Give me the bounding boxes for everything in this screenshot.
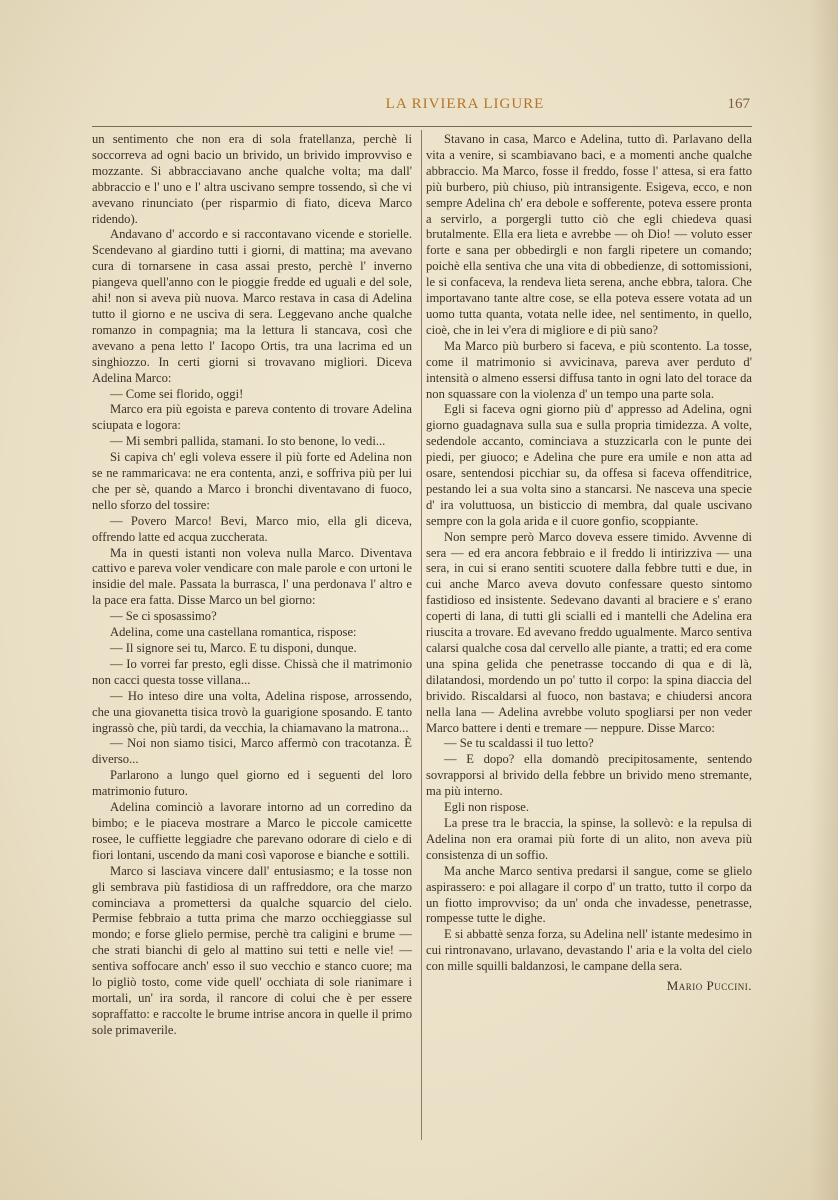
paragraph: — Il signore sei tu, Marco. E tu disponi, dunque. <box>110 641 357 655</box>
paragraph: — Ho inteso dire una volta, Adelina rispose, arrossendo, che una giovanetta tisica trovò la guarigione sposando. E tanto ingrassò che, più tardi, da vecchia, la chiamavano la matrona... <box>92 688 412 735</box>
paragraph: — Io vorrei far presto, egli disse. Chissà che il matrimonio non cacci questa tosse villana... <box>92 656 412 687</box>
column-divider <box>421 130 422 1140</box>
paragraph: Marco era più egoista e pareva contento di trovare Adelina sciupata e logora: <box>92 402 412 433</box>
paragraph: — Se tu scaldassi il tuo letto? <box>444 736 594 751</box>
right-column <box>426 132 752 994</box>
paragraph: un sentimento che non era di sola fratellanza, perchè li soccorreva ad ogni bacio un brivido, un brivido improvviso e mozzante. Si abbracciavano anche qualche volta; ma dall' abbraccio e l' uno e l' altra uscivano sempre tossendo, sì che vi avevano rinunciato (per risparmio di fiato, diceva Marco ridendo). <box>92 132 412 226</box>
paragraph: — Povero Marco! Bevi, Marco mio, ella gli diceva, offrendo latte ed acqua zuccherata. <box>92 513 412 544</box>
paragraph: Egli si faceva ogni giorno più d' appresso ad Adelina, ogni giorno guadagnava sulla sua e sulla propria timidezza. A volte, sedendole accanto, cominciava a stuzzicarla con le punte dei piedi, per giuoco; e Adelina che pure era umile e non atta ad osare, sentendosi picchiar su, da offesa si faceva offenditrice, pestando lei a sua volta sino a stancarsi. Ne nasceva una specie d' ira voluttuosa, un bisticcio di membra, dal quale uscivano sempre con la gola arida e il cuore gonfio, scoppiante. <box>426 402 752 528</box>
left-column <box>92 132 412 1039</box>
paragraph: E si abbattè senza forza, su Adelina nell' istante medesimo in cui rintronavano, urlavano, devastando l' aria e la volta del cielo con mille squilli baldanzosi, le campane della sera. <box>426 927 752 974</box>
paragraph: Non sempre però Marco doveva essere timido. Avvenne di sera — ed era ancora febbraio e il freddo li intirizziva — una sera, in cui si erano sentiti scuotere dalla febbre tutti e due, in cui anche Marco aveva dovuto confessare questo sintomo fastidioso ed insistente. Sedevano davanti al braciere e s' erano coperti di lana, di tutti gli scialli ed i mantelli che Adelina era riuscita a trovare. Ed avevano freddo ugualmente. Marco sentiva calarsi qualche cosa dal cervello alle piante, a tratti; ed era come una spina gelida che penetrasse toccando di qua e di là, dilatandosi, mordendo un po' tutto il corpo: la spina diaccia del brivido. Riscaldarsi al fuoco, non bastava; e chiudersi ancora nella lana — Adelina avrebbe voluto spogliarsi per non veder Marco battere i denti e tremare — neppure. Disse Marco: <box>426 529 752 735</box>
paragraph: Ma anche Marco sentiva predarsi il sangue, come se glielo aspirassero: e poi allagare il corpo d' un tratto, tutto il corpo da un fiotto improvviso; da un' onda che invadesse, penetrasse, rompesse tutte le dighe. <box>426 863 752 926</box>
paragraph: Marco si lasciava vincere dall' entusiasmo; e la tosse non gli sembrava più fastidiosa di un raffreddore, ora che marzo cominciava a promettersi da qualche squarcio del cielo. Permise febbraio a tutta prima che marzo occhieggiasse sul mondo; e forse glielo permise, perchè tra caligini e brume — che strati bianchi di gelo al mattino sui tetti e nelle vie! — sentiva soffocare anch' esso il suo vecchio e stanco cuore; ma lo pigliò tosto, come vide quell' occhiata di sole rianimare i mortali, un' ira sorda, il rancore di colui che è per essere sopraffatto: e raccolte le brume intrise ancora in quelle il primo sole primaverile. <box>92 863 412 1037</box>
paragraph: Adelina, come una castellana romantica, rispose: <box>110 625 357 640</box>
paragraph: — Come sei florido, oggi! <box>110 386 244 401</box>
page-edge-shadow <box>810 0 838 1200</box>
header-rule <box>92 126 752 127</box>
paragraph: Adelina cominciò a lavorare intorno ad un corredino da bimbo; e le piaceva mostrare a Marco le piccole camicette rosee, le cuffiette leggiadre che parevano odorare di cielo e di fiori lontani, uscendo da mani così vaporose e bianche e sottili. <box>92 800 412 862</box>
paragraph: Stavano in casa, Marco e Adelina, tutto dì. Parlavano della vita a venire, si scambiavano baci, e a momenti anche qualche abbraccio. Ma Marco, fosse il freddo, fosse l' attesa, si era fatto più burbero, più chiuso, più intransigente. Esigeva, ecco, e non sempre Adelina ch' era debole e sofferente, poteva essere pronta a servirlo, a porgergli tutto ciò che egli chiedeva quasi brutalmente. Ella era lieta e avrebbe — oh Dio! — voluto esser forte e sana per obbedirgli e non fargli ripetere un comando; poichè ella sentiva che una vita di obbedienze, di sottomissioni, le si confaceva, la rendeva lieta serena, anche ebbra, talora. Che importavano tante altre cose, se ella poteva essere votata ad un uomo tutta quanta, votata nelle idee, nel sentimento, in quello, cioè, che in lei v'era di migliore e di più sano? <box>426 132 752 337</box>
paragraph: Si capiva ch' egli voleva essere il più forte ed Adelina non se ne rammaricava: ne era contenta, anzi, e soffriva più per lui che per sè, quando a Marco i bronchi diventavano di fuoco, nello sforzo del tossire: <box>92 450 412 512</box>
paragraph: Egli non rispose. <box>444 800 530 815</box>
paragraph: Parlarono a lungo quel giorno ed i seguenti del loro matrimonio futuro. <box>92 768 412 799</box>
paragraph: Ma in questi istanti non voleva nulla Marco. Diventava cattivo e pareva voler vendicare con male parole e con urtoni le insidie del male. Passata la burrasca, l' una perdonava l' altro e la pace era fatta. Disse Marco un bel giorno: <box>92 545 412 608</box>
paragraph: — Mi sembri pallida, stamani. Io sto benone, lo vedi... <box>110 434 386 449</box>
page-header <box>90 96 750 126</box>
paragraph: — Se ci sposassimo? <box>110 609 217 624</box>
paragraph: — E dopo? ella domandò precipitosamente, sentendo sovrapporsi al brivido della febbre un brivido meno stremante, ma più interno. <box>426 752 752 799</box>
paragraph: Ma Marco più burbero si faceva, e più scontento. La tosse, come il matrimonio si avvicinava, pareva aver perduto d' intensità o almeno essersi diffusa tanto in ogni lato del torace da non squassare con la violenza d' un tempo una parte sola. <box>426 338 752 401</box>
paragraph: — Noi non siamo tisici, Marco affermò con tracotanza. È diverso... <box>92 736 412 767</box>
journal-title: LA RIVIERA LIGURE <box>385 96 545 112</box>
right-column-body <box>426 132 752 975</box>
paragraph: La prese tra le braccia, la spinse, la sollevò: e la repulsa di Adelina non era oramai più forte di un alito, non aveva più consistenza di un soffio. <box>426 815 752 862</box>
author-signature: Mario Puccini. <box>666 978 752 994</box>
page-number: 167 <box>727 96 750 112</box>
paragraph: Andavano d' accordo e si raccontavano vicende e storielle. Scendevano al giardino tutti i giorni, di mattina; ma avevano cura di tornarsene in casa assai presto, perchè l' inverno piangeva quell'anno con le pioggie fredde ed uguali e del sole, ahi! non si aveva più nuova. Marco restava in casa di Adelina tutto il giorno e ne usciva di sera. Leggevano anche qualche romanzo in compagnia; ma la lettura li stancava, così che avevano a pena letto l' Iacopo Ortis, tra una lacrima ed un singhiozzo. In certi giorni si trovavano migliori. Diceva Adelina Marco: <box>92 227 412 385</box>
